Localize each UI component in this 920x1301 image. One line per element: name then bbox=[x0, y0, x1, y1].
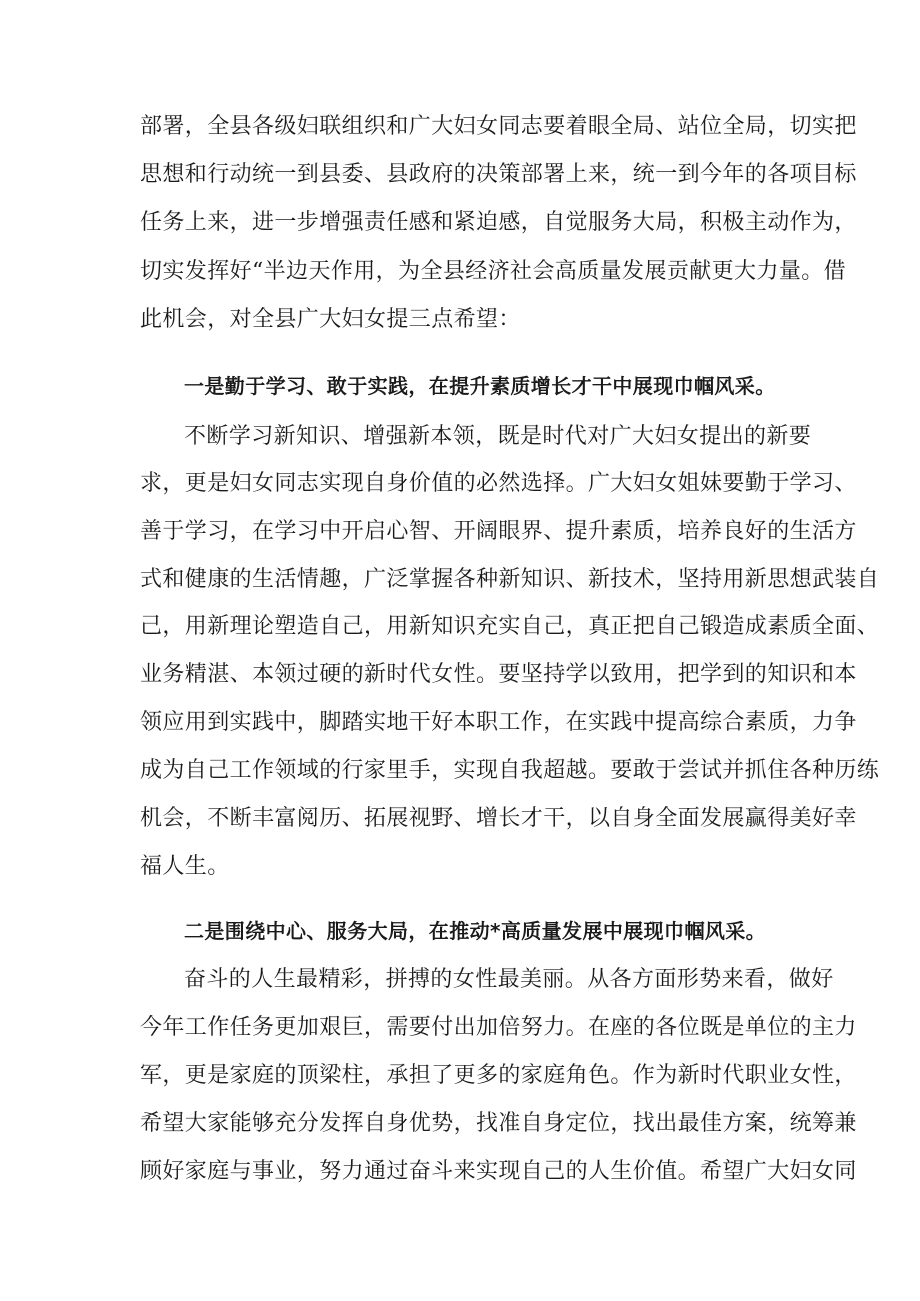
paragraph-line: 思想和行动统一到县委、县政府的决策部署上来，统一到今年的各项目标 bbox=[140, 162, 857, 187]
paragraph-line: 顾好家庭与事业，努力通过奋斗来实现自己的人生价值。希望广大妇女同 bbox=[140, 1159, 857, 1184]
paragraph-line: 业务精湛、本领过硬的新时代女性。要坚持学以致用，把学到的知识和本 bbox=[140, 662, 857, 687]
section-heading-2: 二是围绕中心、服务大局，在推动*高质量发展中展现巾帼风采。 bbox=[184, 919, 767, 943]
paragraph-line: 希望大家能够充分发挥自身优势，找准自身定位，找出最佳方案，统筹兼 bbox=[140, 1111, 857, 1136]
paragraph-line: 己，用新理论塑造自己，用新知识充实自己，真正把自己锻造成素质全面、 bbox=[140, 614, 880, 639]
paragraph-line: 式和健康的生活情趣，广泛掌握各种新知识、新技术，坚持用新思想武装自 bbox=[140, 567, 880, 592]
paragraph-line: 机会，不断丰富阅历、拓展视野、增长才干，以自身全面发展赢得美好幸 bbox=[140, 806, 857, 831]
paragraph-line: 成为自己工作领域的行家里手，实现自我超越。要敢于尝试并抓住各种历练 bbox=[140, 758, 880, 783]
paragraph-line: 领应用到实践中，脚踏实地干好本职工作，在实践中提高综合素质，力争 bbox=[140, 710, 857, 735]
paragraph-line: 善于学习，在学习中开启心智、开阔眼界、提升素质，培养良好的生活方 bbox=[140, 519, 857, 544]
paragraph-line: 今年工作任务更加艰巨，需要付出加倍努力。在座的各位既是单位的主力 bbox=[140, 1015, 857, 1040]
paragraph-line: 军，更是家庭的顶梁柱，承担了更多的家庭角色。作为新时代职业女性， bbox=[140, 1063, 857, 1088]
paragraph-line: 奋斗的人生最精彩，拼搏的女性最美丽。从各方面形势来看，做好 bbox=[184, 967, 834, 992]
section-heading-1: 一是勤于学习、敢于实践，在提升素质增长才干中展现巾帼风采。 bbox=[184, 374, 776, 398]
paragraph-line: 任务上来，进一步增强责任感和紧迫感，自觉服务大局，积极主动作为， bbox=[140, 210, 857, 235]
paragraph-line: 不断学习新知识、增强新本领，既是时代对广大妇女提出的新要 bbox=[184, 424, 812, 449]
paragraph-line: 切实发挥好“半边天作用，为全县经济社会高质量发展贡献更大力量。借 bbox=[140, 259, 847, 284]
paragraph-line: 部署，全县各级妇联组织和广大妇女同志要着眼全局、站位全局，切实把 bbox=[140, 114, 857, 139]
paragraph-line: 此机会，对全县广大妇女提三点希望： bbox=[140, 307, 521, 332]
paragraph-line: 求，更是妇女同志实现自身价值的必然选择。广大妇女姐妹要勤于学习、 bbox=[140, 471, 857, 496]
paragraph-line: 福人生。 bbox=[140, 854, 230, 879]
